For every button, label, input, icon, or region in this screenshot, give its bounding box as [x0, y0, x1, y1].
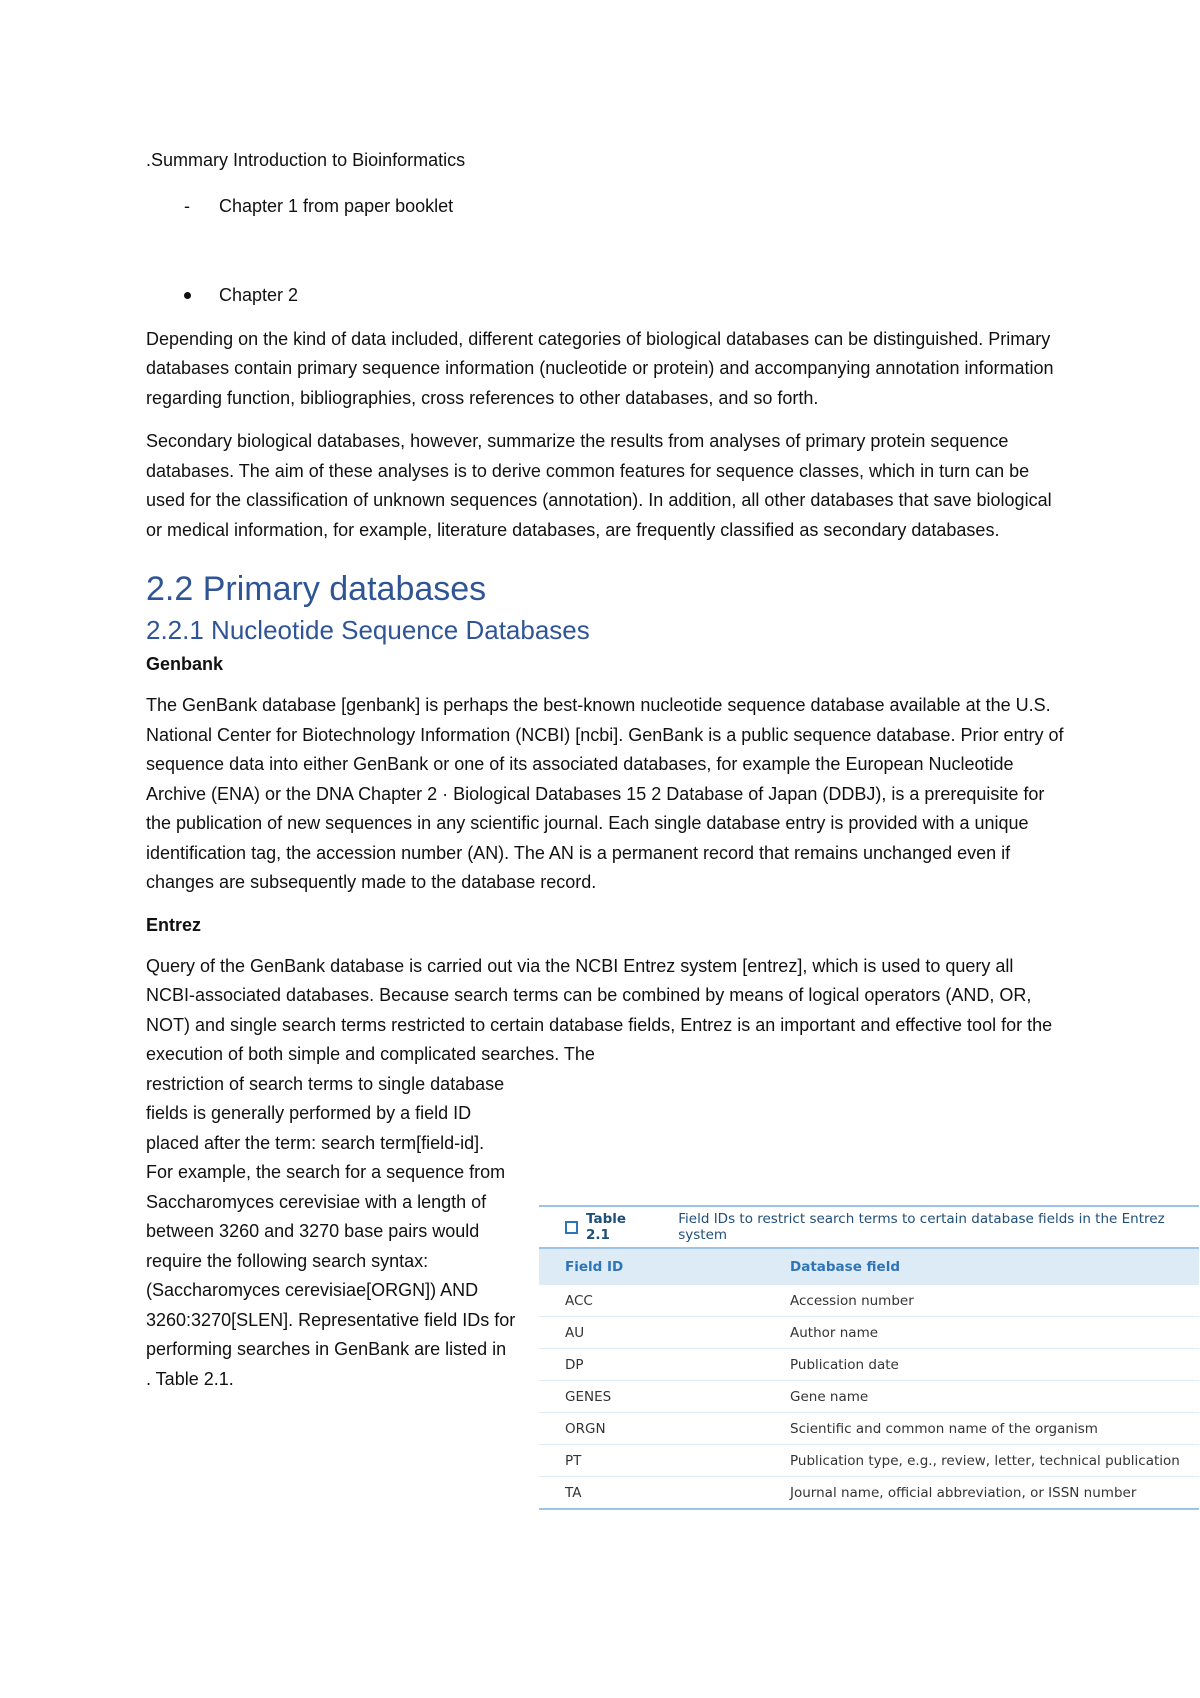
- table-caption-label: Table 2.1: [586, 1211, 627, 1243]
- paragraph-databases-categories: Depending on the kind of data included, different categories of biological databases can be distinguished. Primary databases contain primary sequence information (nucleotide or protein) and accompanying annotation information regarding function, bibliographies, cross references to other databases, and so forth.: [146, 328, 1054, 408]
- dash-marker: -: [184, 195, 190, 216]
- dash-list-item: [146, 192, 1066, 222]
- table-header-row: [539, 1249, 1199, 1285]
- paragraph-genbank: The GenBank database [genbank] is perhaps the best-known nucleotide sequence database available at the U.S. National Center for Biotechnology Information (NCBI) [ncbi]. GenBank is a public sequence database. Prior entry of sequence data into either GenBank or one of its associated databases, for example the European Nucleotide Archive (ENA) or the DNA Chapter 2 · Biological Databases 15 2 Database of Japan (DDBJ), is a prerequisite for the publication of new sequences in any scientific journal. Each single database entry is provided with a unique identification tag, the accession number (AN). The AN is a permanent record that remains unchanged even if changes are subsequently made to the database record.: [146, 695, 1064, 892]
- table-header-database-field: Database field: [790, 1259, 900, 1275]
- bullet-list-item: [146, 281, 1066, 311]
- table-caption: [539, 1207, 1199, 1249]
- table-cell-id: GENES: [565, 1388, 612, 1405]
- table-cell-id: AU: [565, 1324, 585, 1341]
- heading-primary-databases: 2.2 Primary databases: [146, 570, 487, 608]
- paragraph-secondary-databases: Secondary biological databases, however, summarize the results from analyses of primary protein sequence databases. The aim of these analyses is to derive common features for sequence classes, which in turn can be used for the classification of unknown sequences (annotation). In addition, all other databases that save biological or medical information, for example, literature databases, are frequently classified as secondary databases.: [146, 431, 1052, 540]
- table-square-icon: [565, 1221, 578, 1234]
- table-cell-id: PT: [565, 1452, 582, 1469]
- table-cell-id: ACC: [565, 1292, 593, 1309]
- document-title: .Summary Introduction to Bioinformatics: [146, 150, 466, 170]
- table-cell-field: Scientific and common name of the organism: [790, 1420, 1098, 1437]
- bullet-icon: [184, 292, 191, 299]
- heading-entrez: Entrez: [146, 914, 202, 935]
- table-cell-field: Publication type, e.g., review, letter, technical publication: [790, 1452, 1180, 1469]
- table-row: [539, 1381, 1199, 1413]
- table-row: [539, 1413, 1199, 1445]
- table-cell-field: Author name: [790, 1324, 879, 1341]
- paragraph-entrez: Query of the GenBank database is carried out via the NCBI Entrez system [entrez], which is used to query all NCBI-associated databases. Because search terms can be combined by means of logical operators (AND, OR, NOT) and single search terms restricted to certain database fields, Entrez is an important and effective tool for the execution of both simple and complicated searches. The: [146, 955, 1053, 1064]
- table-cell-field: Accession number: [790, 1292, 914, 1309]
- table-row: [539, 1317, 1199, 1349]
- table-cell-field: Journal name, official abbreviation, or ISSN number: [790, 1484, 1137, 1501]
- heading-nucleotide-databases: 2.2.1 Nucleotide Sequence Databases: [146, 615, 590, 645]
- table-row: [539, 1445, 1199, 1477]
- paragraph-field-ids: restriction of search terms to single database fields is generally performed by a field ID placed after the term: search term[field-id]. For example, the search for a sequence from Saccharomyces cerevisiae with a length of between 3260 and 3270 base pairs would require the following search syntax: (Saccharomyces cerevisiae[ORGN]) AND 3260:3270[SLEN]. Representative field IDs for performing searches in GenBank are listed in . Table 2.1.: [146, 1073, 516, 1389]
- table-cell-field: Gene name: [790, 1388, 869, 1405]
- dash-item-text: Chapter 1 from paper booklet: [219, 195, 454, 216]
- bullet-item-text: Chapter 2: [219, 285, 299, 305]
- heading-genbank: Genbank: [146, 654, 224, 674]
- table-row: [539, 1285, 1199, 1317]
- field-id-table: [539, 1205, 1199, 1510]
- table-cell-id: TA: [565, 1484, 582, 1501]
- table-cell-field: Publication date: [790, 1356, 899, 1373]
- table-header-field-id: Field ID: [565, 1259, 624, 1275]
- table-cell-id: DP: [565, 1356, 584, 1373]
- table-row: [539, 1349, 1199, 1381]
- table-caption-text: Field IDs to restrict search terms to certain database fields in the Entrez system: [678, 1211, 1165, 1243]
- table-cell-id: ORGN: [565, 1420, 606, 1437]
- table-row: [539, 1477, 1199, 1508]
